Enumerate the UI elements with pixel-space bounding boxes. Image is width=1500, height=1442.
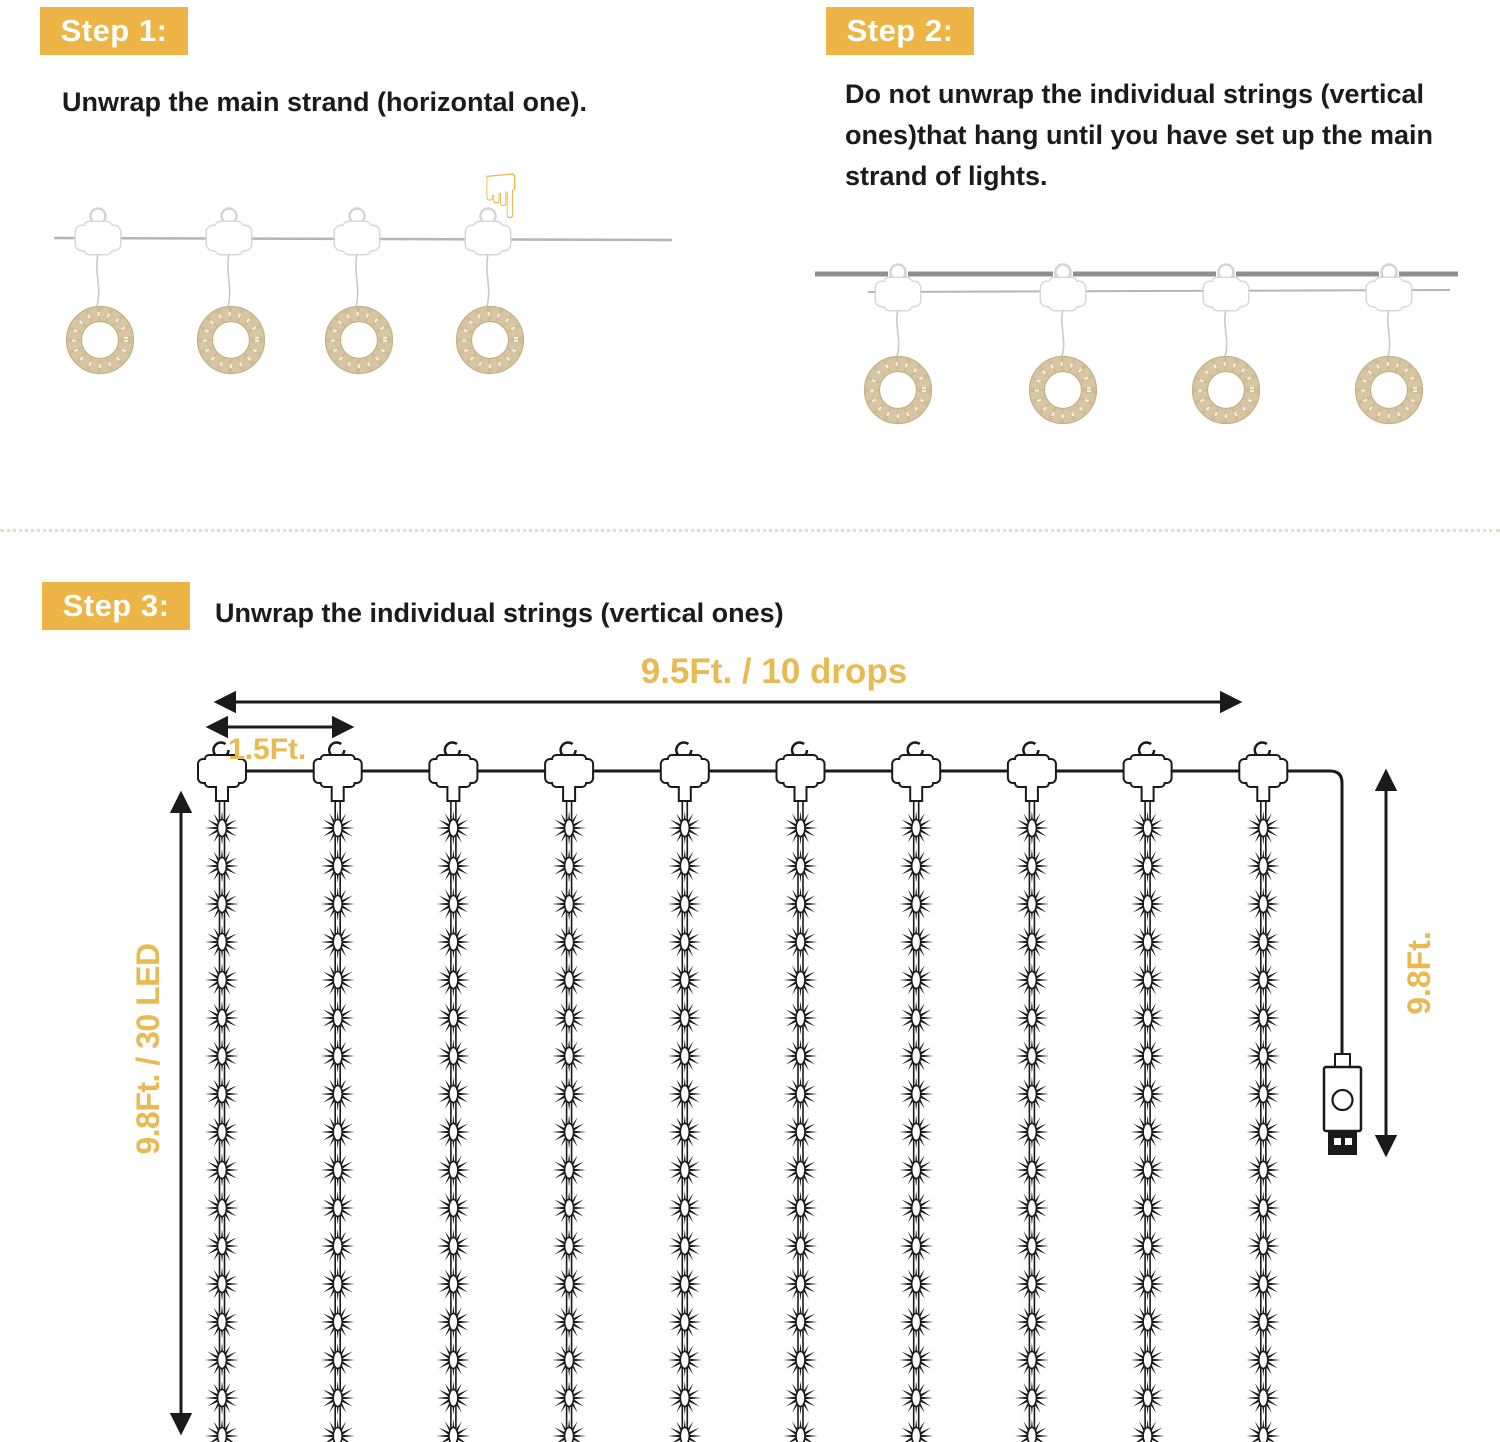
led-burst-icon [1131, 1267, 1165, 1301]
led-burst-icon [1015, 849, 1049, 883]
led-burst-icon [668, 887, 702, 921]
led-burst-icon [1015, 1343, 1049, 1377]
led-burst-icon [552, 1229, 586, 1263]
led-burst-icon [1131, 963, 1165, 997]
led-burst-icon [784, 1343, 818, 1377]
led-burst-icon [899, 849, 933, 883]
led-burst-icon [1131, 811, 1165, 845]
drop-clip [546, 743, 592, 801]
led-burst-icon [205, 1153, 239, 1187]
led-burst-icon [1246, 1381, 1280, 1415]
led-burst-icon [899, 811, 933, 845]
drop-wire [97, 254, 99, 306]
led-burst-icon [1246, 1039, 1280, 1073]
led-burst-icon [1246, 1305, 1280, 1339]
led-burst-icon [552, 1419, 586, 1442]
step2-instruction: Do not unwrap the individual strings (vertical ones)that hang until you have set up the main strand of lights. [845, 79, 1434, 192]
led-burst-icon [205, 849, 239, 883]
drop-wire [356, 254, 358, 306]
led-burst-icon [321, 1191, 355, 1225]
drop-wire [228, 254, 230, 306]
drop-clip [1009, 743, 1055, 801]
led-burst-icon [205, 1381, 239, 1415]
led-burst-icon [1015, 1153, 1049, 1187]
width-label: 9.5Ft. / 10 drops [640, 652, 908, 691]
led-burst-icon [899, 1191, 933, 1225]
led-burst-icon [899, 1077, 933, 1111]
led-burst-icon [668, 1229, 702, 1263]
led-burst-icon [1131, 1039, 1165, 1073]
led-burst-icon [552, 811, 586, 845]
led-burst-icon [321, 963, 355, 997]
led-burst-icon [552, 1267, 586, 1301]
hanging-clip [76, 209, 120, 255]
led-burst-icon [668, 1267, 702, 1301]
led-burst-icon [784, 1419, 818, 1442]
light-drop [1009, 743, 1055, 1442]
led-burst-icon [899, 1419, 933, 1442]
led-burst-icon [668, 1305, 702, 1339]
led-burst-icon [1246, 1115, 1280, 1149]
led-burst-icon [784, 1381, 818, 1415]
led-burst-icon [899, 1305, 933, 1339]
led-burst-icon [784, 1115, 818, 1149]
led-burst-icon [1015, 887, 1049, 921]
led-burst-icon [899, 925, 933, 959]
led-burst-icon [899, 963, 933, 997]
led-burst-icon [205, 887, 239, 921]
led-burst-icon [205, 1191, 239, 1225]
main-strand-line [222, 771, 1342, 1062]
led-burst-icon [552, 925, 586, 959]
led-burst-icon [552, 1381, 586, 1415]
led-burst-icon [436, 1001, 470, 1035]
led-burst-icon [1131, 925, 1165, 959]
led-burst-icon [668, 1191, 702, 1225]
led-burst-icon [784, 963, 818, 997]
led-burst-icon [899, 1267, 933, 1301]
led-burst-icon [668, 811, 702, 845]
led-burst-icon [436, 1229, 470, 1263]
led-burst-icon [436, 1115, 470, 1149]
led-burst-icon [321, 1115, 355, 1149]
led-burst-icon [1015, 1305, 1049, 1339]
led-burst-icon [321, 849, 355, 883]
light-drop [893, 743, 939, 1442]
led-burst-icon [1015, 1267, 1049, 1301]
drop-clip [1125, 743, 1171, 801]
led-burst-icon [436, 1039, 470, 1073]
usb-pin-slot [1345, 1138, 1352, 1145]
led-burst-icon [668, 1343, 702, 1377]
light-drop [662, 743, 708, 1442]
led-burst-icon [552, 1077, 586, 1111]
led-burst-icon [1246, 1229, 1280, 1263]
led-burst-icon [1246, 963, 1280, 997]
led-burst-icon [1131, 849, 1165, 883]
wire-coil [865, 357, 932, 424]
led-burst-icon [668, 1001, 702, 1035]
led-burst-icon [436, 1305, 470, 1339]
led-burst-icon [1015, 963, 1049, 997]
led-burst-icon [436, 887, 470, 921]
led-burst-icon [552, 1001, 586, 1035]
led-burst-icon [784, 1077, 818, 1111]
led-burst-icon [1015, 811, 1049, 845]
step3-badge: Step 3: [42, 582, 190, 630]
led-burst-icon [668, 1077, 702, 1111]
usb-controller-button [1333, 1090, 1353, 1110]
led-burst-icon [899, 1001, 933, 1035]
led-burst-icon [1131, 887, 1165, 921]
step1-badge: Step 1: [40, 7, 188, 55]
wire-coil [198, 307, 265, 374]
hanging-clip [1204, 265, 1248, 311]
led-burst-icon [552, 963, 586, 997]
led-burst-icon [784, 1001, 818, 1035]
step3-instruction: Unwrap the individual strings (vertical ones) [215, 598, 784, 628]
led-burst-icon [784, 849, 818, 883]
clip-and-coil [326, 209, 393, 374]
led-burst-icon [321, 925, 355, 959]
drop-clip [315, 743, 361, 801]
led-burst-icon [899, 1115, 933, 1149]
usb-plug [1324, 1054, 1361, 1155]
left-height-label: 9.8Ft. / 30 LED [130, 943, 166, 1155]
led-burst-icon [321, 1229, 355, 1263]
wire-coil [1030, 357, 1097, 424]
led-burst-icon [205, 1305, 239, 1339]
main-strand-wire [868, 290, 1450, 292]
led-burst-icon [1131, 1115, 1165, 1149]
led-burst-icon [1015, 925, 1049, 959]
led-burst-icon [1246, 1267, 1280, 1301]
led-burst-icon [321, 1077, 355, 1111]
led-burst-icon [668, 1419, 702, 1442]
led-burst-icon [784, 1267, 818, 1301]
light-drop [1240, 743, 1286, 1442]
led-burst-icon [1131, 1001, 1165, 1035]
led-burst-icon [1246, 1191, 1280, 1225]
led-burst-icon [321, 1381, 355, 1415]
led-burst-icon [1246, 1343, 1280, 1377]
led-burst-icon [552, 1191, 586, 1225]
led-burst-icon [205, 1419, 239, 1442]
hanging-clip [1041, 265, 1085, 311]
led-burst-icon [668, 963, 702, 997]
led-burst-icon [436, 811, 470, 845]
led-burst-icon [436, 925, 470, 959]
step1-instruction: Unwrap the main strand (horizontal one). [62, 87, 588, 117]
light-drop [430, 743, 476, 1442]
section-divider [0, 529, 1500, 532]
led-burst-icon [321, 1001, 355, 1035]
led-burst-icon [1246, 1153, 1280, 1187]
led-burst-icon [552, 887, 586, 921]
led-burst-icon [436, 1077, 470, 1111]
drop-clip [1240, 743, 1286, 801]
drop-wire [1062, 310, 1064, 356]
led-burst-icon [205, 1001, 239, 1035]
led-burst-icon [552, 1115, 586, 1149]
led-burst-icon [784, 1039, 818, 1073]
drop-wire [1225, 310, 1227, 356]
drop-wire [487, 254, 489, 306]
led-burst-icon [668, 1153, 702, 1187]
step1-illustration [40, 170, 700, 430]
led-burst-icon [784, 1153, 818, 1187]
led-burst-icon [899, 1229, 933, 1263]
led-burst-icon [321, 1039, 355, 1073]
led-burst-icon [436, 963, 470, 997]
led-burst-icon [899, 1343, 933, 1377]
drop-wire [1388, 310, 1390, 356]
led-burst-icon [1246, 1077, 1280, 1111]
led-burst-icon [668, 849, 702, 883]
led-burst-icon [436, 1419, 470, 1442]
led-burst-icon [1246, 1001, 1280, 1035]
led-burst-icon [1015, 1115, 1049, 1149]
led-burst-icon [436, 849, 470, 883]
hanging-clip [876, 265, 920, 311]
led-burst-icon [668, 1115, 702, 1149]
led-burst-icon [1015, 1039, 1049, 1073]
cable-strain-relief [1335, 1054, 1350, 1067]
led-burst-icon [205, 811, 239, 845]
usb-metal-plug [1328, 1131, 1357, 1155]
wire-coil [1193, 357, 1260, 424]
led-burst-icon [1246, 887, 1280, 921]
led-burst-icon [1246, 811, 1280, 845]
led-burst-icon [668, 925, 702, 959]
led-burst-icon [321, 1305, 355, 1339]
led-burst-icon [1015, 1381, 1049, 1415]
light-drop [778, 743, 824, 1442]
led-burst-icon [321, 1267, 355, 1301]
led-burst-icon [1015, 1001, 1049, 1035]
led-burst-icon [321, 887, 355, 921]
led-burst-icon [1015, 1191, 1049, 1225]
led-burst-icon [321, 1343, 355, 1377]
led-burst-icon [321, 1419, 355, 1442]
led-burst-icon [784, 1229, 818, 1263]
wire-coil [1356, 357, 1423, 424]
led-burst-icon [899, 1039, 933, 1073]
clip-and-coil [1193, 265, 1260, 424]
led-burst-icon [899, 1153, 933, 1187]
led-burst-icon [552, 1153, 586, 1187]
drop-clip [430, 743, 476, 801]
led-burst-icon [552, 1039, 586, 1073]
wire-coil [457, 307, 524, 374]
led-burst-icon [784, 925, 818, 959]
led-burst-icon [436, 1191, 470, 1225]
led-burst-icon [784, 887, 818, 921]
step2-illustration [810, 250, 1480, 460]
led-burst-icon [205, 1039, 239, 1073]
led-burst-icon [1131, 1305, 1165, 1339]
hanging-clip [335, 209, 379, 255]
led-burst-icon [436, 1267, 470, 1301]
led-burst-icon [205, 1267, 239, 1301]
led-burst-icon [1131, 1381, 1165, 1415]
led-burst-icon [1246, 925, 1280, 959]
led-burst-icon [899, 1381, 933, 1415]
led-burst-icon [436, 1343, 470, 1377]
led-burst-icon [668, 1039, 702, 1073]
drop-clip [778, 743, 824, 801]
led-burst-icon [205, 925, 239, 959]
light-drop [315, 743, 361, 1442]
usb-pin-slot [1334, 1138, 1341, 1145]
led-burst-icon [1131, 1191, 1165, 1225]
clip-and-coil [1030, 265, 1097, 424]
led-burst-icon [205, 1077, 239, 1111]
led-burst-icon [1246, 849, 1280, 883]
led-burst-icon [1131, 1419, 1165, 1442]
spacing-label: 1.5Ft. [228, 733, 307, 766]
led-burst-icon [1015, 1077, 1049, 1111]
led-burst-icon [1131, 1229, 1165, 1263]
led-burst-icon [552, 1305, 586, 1339]
led-burst-icon [784, 1191, 818, 1225]
drop-clip [662, 743, 708, 801]
light-drop [199, 743, 245, 1442]
clip-and-coil [198, 209, 265, 374]
led-burst-icon [1131, 1153, 1165, 1187]
led-burst-icon [1246, 1419, 1280, 1442]
led-burst-icon [552, 1343, 586, 1377]
light-drop [546, 743, 592, 1442]
led-burst-icon [784, 811, 818, 845]
wire-coil [326, 307, 393, 374]
led-burst-icon [205, 1229, 239, 1263]
clip-and-coil [865, 265, 932, 424]
led-burst-icon [321, 1153, 355, 1187]
led-burst-icon [668, 1381, 702, 1415]
clip-and-coil [1356, 265, 1423, 424]
pointing-hand-icon: ☟ [482, 160, 520, 233]
hanging-clip [207, 209, 251, 255]
led-burst-icon [205, 1343, 239, 1377]
right-height-label: 9.8Ft. [1401, 931, 1437, 1015]
led-burst-icon [436, 1381, 470, 1415]
led-burst-icon [205, 1115, 239, 1149]
led-burst-icon [1131, 1343, 1165, 1377]
step2-badge: Step 2: [826, 7, 974, 55]
light-drop [1125, 743, 1171, 1442]
wire-coil [67, 307, 134, 374]
drop-wire [897, 310, 899, 356]
led-burst-icon [436, 1153, 470, 1187]
led-burst-icon [552, 849, 586, 883]
led-burst-icon [899, 887, 933, 921]
led-burst-icon [1131, 1077, 1165, 1111]
clip-and-coil [67, 209, 134, 374]
drop-clip [893, 743, 939, 801]
led-burst-icon [205, 963, 239, 997]
hanging-clip [1367, 265, 1411, 311]
led-burst-icon [1015, 1419, 1049, 1442]
led-burst-icon [784, 1305, 818, 1339]
clip-and-coil [457, 209, 524, 374]
led-burst-icon [321, 811, 355, 845]
led-burst-icon [1015, 1229, 1049, 1263]
